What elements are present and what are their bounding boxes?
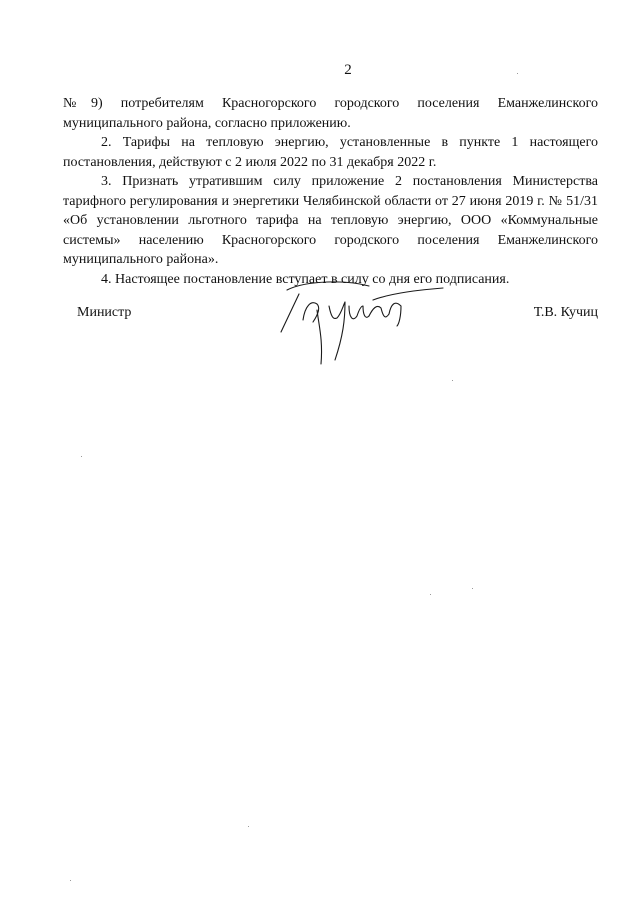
paragraph-continuation: №9) потребителям Красногорского городского поселения Еманжелинского муниципального района, согласно приложению. xyxy=(63,96,598,131)
scan-speck xyxy=(472,588,473,589)
signer-name: Т.В. Кучиц xyxy=(533,305,598,320)
scan-speck xyxy=(452,380,453,381)
signer-position: Министр xyxy=(77,305,132,320)
paragraph-item-4: 4. Настоящее постановление вступает в силу со дня его подписания. xyxy=(101,271,510,287)
page-number: 2 xyxy=(344,62,352,78)
scan-speck xyxy=(430,594,431,595)
signature-block xyxy=(63,300,598,380)
scan-speck xyxy=(81,456,82,457)
scan-speck xyxy=(517,73,518,74)
paragraph-item-3: 3. Признать утратившим силу приложение 2 постановления Министерства тарифного регулирования и энергетики Челябинской области от 27 июня 2019 г. № 51/31 «Об установлении льготного тарифа на тепловую энергию, ООО «Коммунальные системы» населению Красногорского городского поселения Еманжелинского муниципального района». xyxy=(63,174,598,267)
document-body xyxy=(63,94,598,289)
scan-speck xyxy=(248,826,249,827)
scan-speck xyxy=(70,880,71,881)
paragraph-item-2: 2. Тарифы на тепловую энергию, установленные в пункте 1 настоящего постановления, действуют с 2 июля 2022 по 31 декабря 2022 г. xyxy=(63,135,598,170)
handwritten-signature xyxy=(277,280,447,370)
